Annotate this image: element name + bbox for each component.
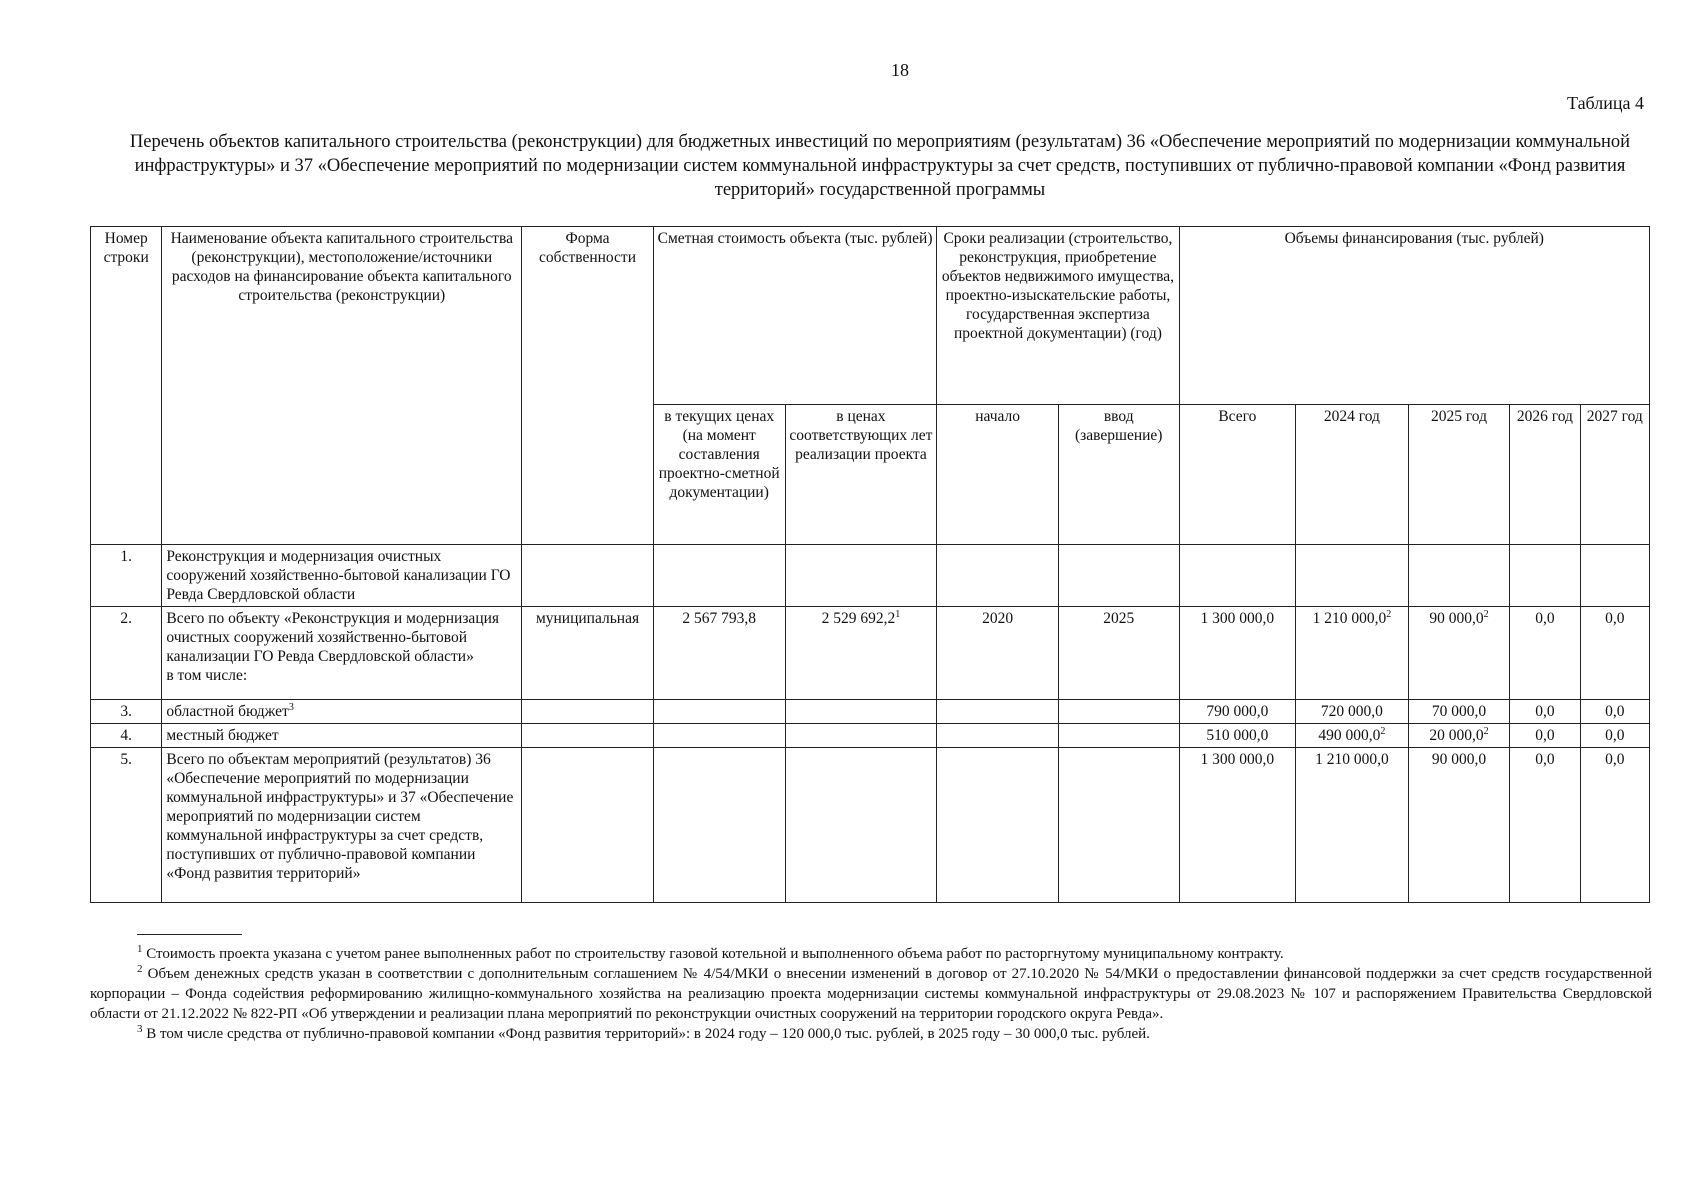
row-2026: 0,0 <box>1510 748 1580 903</box>
row-total: 510 000,0 <box>1179 724 1296 748</box>
row-2025: 70 000,0 <box>1408 700 1510 724</box>
row-name: местный бюджет <box>162 724 522 748</box>
row-2026: 0,0 <box>1510 607 1580 700</box>
row-name: Всего по объектам мероприятий (результатов) 36 «Обеспечение мероприятий по модернизации коммунальной инфраструктуры» и 37 «Обеспечение мероприятий по модернизации систем коммунальной инфраструктуры за счет средств, поступивших от публично-правовой компании «Фонд развития территорий» <box>162 748 522 903</box>
row-2025 <box>1408 545 1510 607</box>
header-current-prices: в текущих ценах (на момент составления проектно-сметной документации) <box>653 405 785 545</box>
row-cost-period <box>785 748 937 903</box>
row-total: 1 300 000,0 <box>1179 748 1296 903</box>
header-ownership: Форма собственности <box>522 227 654 545</box>
table-row <box>91 607 1650 700</box>
footnotes <box>90 944 1652 1044</box>
row-total: 790 000,0 <box>1179 700 1296 724</box>
row-2024: 720 000,0 <box>1296 700 1409 724</box>
row-2027: 0,0 <box>1580 607 1649 700</box>
row-ownership <box>522 724 654 748</box>
row-2027: 0,0 <box>1580 724 1649 748</box>
header-completion: ввод (завершение) <box>1058 405 1179 545</box>
row-cost-current <box>653 748 785 903</box>
row-ownership: муниципальная <box>522 607 654 700</box>
table-label: Таблица 4 <box>1567 93 1644 113</box>
header-estimated-cost: Сметная стоимость объекта (тыс. рублей) <box>653 227 936 405</box>
header-total: Всего <box>1179 405 1296 545</box>
header-funding: Объемы финансирования (тыс. рублей) <box>1179 227 1649 405</box>
table-row <box>91 748 1650 903</box>
table-row <box>91 724 1650 748</box>
row-2027: 0,0 <box>1580 748 1649 903</box>
header-2027: 2027 год <box>1580 405 1649 545</box>
row-end <box>1058 700 1179 724</box>
row-total: 1 300 000,0 <box>1179 607 1296 700</box>
row-cost-period: 2 529 692,2$^1$ <box>785 607 937 700</box>
footnote-1: $^1$ Стоимость проекта указана с учетом ранее выполненных работ по строительству газовой котельной и выполненного объема работ по расторгнутому муниципальному контракту. <box>137 943 1284 962</box>
row-cost-period <box>785 724 937 748</box>
header-period-prices: в ценах соответствующих лет реализации проекта <box>785 405 937 545</box>
row-name: областной бюджет$^3$ <box>162 700 522 724</box>
row-number: 4. <box>91 724 162 748</box>
row-2024: 1 210 000,0$^2$ <box>1296 607 1409 700</box>
row-name: Реконструкция и модернизация очистных сооружений хозяйственно-бытовой канализации ГО Ревда Свердловской области <box>162 545 522 607</box>
row-start <box>937 724 1059 748</box>
header-row-number: Номер строки <box>91 227 162 545</box>
table-row <box>91 700 1650 724</box>
row-end: 2025 <box>1058 607 1179 700</box>
row-start <box>937 748 1059 903</box>
row-end <box>1058 545 1179 607</box>
row-end <box>1058 748 1179 903</box>
row-2027 <box>1580 545 1649 607</box>
page-number: 18 <box>891 60 909 80</box>
row-cost-current: 2 567 793,8 <box>653 607 785 700</box>
header-timeline: Сроки реализации (строительство, реконструкция, приобретение объектов недвижимого имущества, проектно-изыскательские работы, государственная экспертиза проектной документации) (год) <box>937 227 1179 405</box>
row-2027: 0,0 <box>1580 700 1649 724</box>
row-ownership <box>522 700 654 724</box>
row-start: 2020 <box>937 607 1059 700</box>
footnote-3: $^3$ В том числе средства от публично-правовой компании «Фонд развития территорий»: в 2024 году – 120 000,0 тыс. рублей, в 2025 году – 30 000,0 тыс. рублей. <box>137 1023 1150 1042</box>
row-cost-current <box>653 545 785 607</box>
row-2026: 0,0 <box>1510 724 1580 748</box>
row-2025: 90 000,0$^2$ <box>1408 607 1510 700</box>
row-number: 3. <box>91 700 162 724</box>
row-2025: 20 000,0$^2$ <box>1408 724 1510 748</box>
row-start <box>937 700 1059 724</box>
row-2026: 0,0 <box>1510 700 1580 724</box>
row-number: 5. <box>91 748 162 903</box>
document-title: Перечень объектов капитального строительства (реконструкции) для бюджетных инвестиций по мероприятиям (результатам) 36 «Обеспечение мероприятий по модернизации коммунальной инфраструктуры» и 37 «Обеспечение мероприятий по модернизации систем коммунальной инфраструктуры за счет средств, поступивших от публично-правовой компании «Фонд развития территорий» государственной программы <box>129 132 1631 200</box>
header-object-name: Наименование объекта капитального строительства (реконструкции), местоположение/источники расходов на финансирование объекта капитального строительства (реконструкции) <box>162 227 522 545</box>
row-start <box>937 545 1059 607</box>
row-2024 <box>1296 545 1409 607</box>
row-cost-period <box>785 545 937 607</box>
row-number: 2. <box>91 607 162 700</box>
row-cost-period <box>785 700 937 724</box>
footnote-separator <box>137 934 242 935</box>
row-cost-current <box>653 724 785 748</box>
header-row-1 <box>91 227 1650 405</box>
row-total <box>1179 545 1296 607</box>
row-2024: 490 000,0$^2$ <box>1296 724 1409 748</box>
capital-construction-table <box>90 226 1650 903</box>
row-2026 <box>1510 545 1580 607</box>
header-2024: 2024 год <box>1296 405 1409 545</box>
header-2026: 2026 год <box>1510 405 1580 545</box>
header-2025: 2025 год <box>1408 405 1510 545</box>
row-2025: 90 000,0 <box>1408 748 1510 903</box>
row-cost-current <box>653 700 785 724</box>
row-ownership <box>522 545 654 607</box>
row-2024: 1 210 000,0 <box>1296 748 1409 903</box>
table-row <box>91 545 1650 607</box>
row-ownership <box>522 748 654 903</box>
row-number: 1. <box>91 545 162 607</box>
footnote-2: $^2$ Объем денежных средств указан в соответствии с дополнительным соглашением № 4/54/МКИ о внесении изменений в договор от 27.10.2020 № 54/МКИ о предоставлении финансовой поддержки за счет средств государственной корпорации – Фонда содействия реформированию жилищно-коммунального хозяйства на реализацию проекта модернизации системы коммунальной инфраструктуры от 29.08.2023 № 107 и распоряжением Правительства Свердловской области от 21.12.2022 № 822-РП «Об утверждении и реализации плана мероприятий по реконструкции очистных сооружений на территории городского округа Ревда». <box>90 963 1652 1022</box>
row-name: Всего по объекту «Реконструкция и модернизация очистных сооружений хозяйственно-бытовой канализации ГО Ревда Свердловской области» в том числе: <box>162 607 522 700</box>
row-end <box>1058 724 1179 748</box>
header-start: начало <box>937 405 1059 545</box>
